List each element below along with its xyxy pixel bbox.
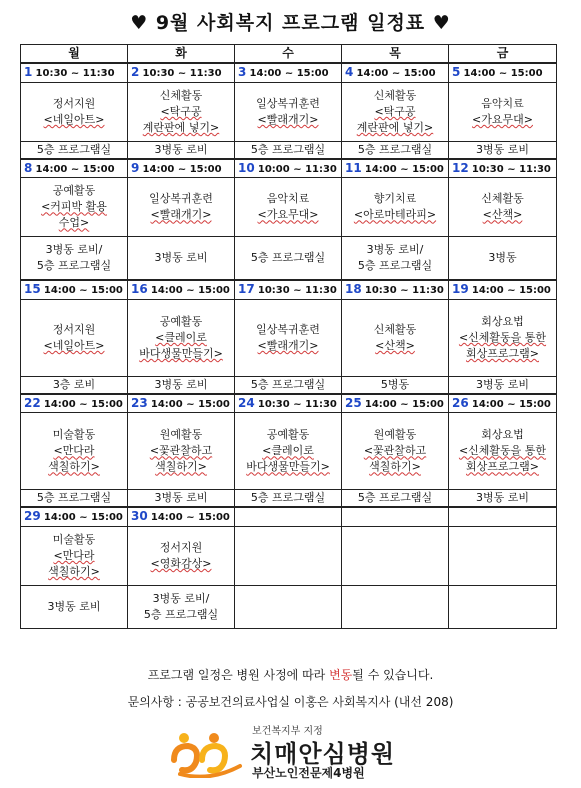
location-cell [235,141,342,159]
date-cell [235,63,342,82]
activity-cell [21,178,128,237]
logo-hospital-name: 부산노인전문제4병원 [252,766,365,780]
session-time: 14:00 ~ 15:00 [471,398,551,410]
date-cell [21,63,128,82]
activity-name: 일상복귀훈련 [256,96,320,110]
activity-cell [235,82,342,141]
location-cell [449,585,557,628]
date-row [21,63,557,82]
weekday-header: 월 [21,45,128,64]
date-cell [235,159,342,178]
date-cell [21,507,128,526]
activity-name: 공예활동 [266,428,310,442]
session-time: 10:30 ~ 11:30 [35,68,115,80]
activity-cell [128,413,235,490]
activity-detail: 색칠하기> [369,460,421,474]
activity-detail: <만다라 [53,444,95,458]
location-cell [449,490,557,508]
activity-name: 공예활동 [52,184,96,198]
location-text: 5층 프로그램실 [357,259,433,273]
session-time: 10:00 ~ 11:30 [257,163,337,175]
location-text: 3병동 로비/ [366,243,424,257]
location-text: 5층 프로그램실 [143,607,219,621]
activity-detail: <클레이로 [155,330,207,344]
activity-cell [128,178,235,237]
activity-detail: 회상프로그램> [466,346,539,360]
date-cell [449,63,557,82]
activity-row [21,413,557,490]
activity-detail: <꽃관찰하고 [149,444,213,458]
day-number: 8 [24,160,33,175]
location-cell [235,237,342,281]
session-time: 10:30 ~ 11:30 [364,285,444,297]
activity-cell [128,82,235,141]
activity-name: 미술활동 [52,532,96,546]
activity-detail: <영화감상> [150,556,212,570]
location-text: 5층 프로그램실 [250,377,326,391]
session-time: 14:00 ~ 15:00 [356,68,436,80]
day-number: 19 [452,282,469,297]
date-cell [128,280,235,299]
activity-name: 일상복귀훈련 [256,322,320,336]
location-row [21,376,557,394]
location-cell [21,585,128,628]
location-cell [235,585,342,628]
location-text: 3병동 로비 [476,142,529,156]
activity-detail: <신체활동을 통한 [458,444,547,458]
activity-cell [449,82,557,141]
date-row [21,507,557,526]
session-time: 14:00 ~ 15:00 [150,398,230,410]
activity-cell [235,526,342,585]
session-time: 14:00 ~ 15:00 [463,68,543,80]
activity-detail: <산책> [375,338,415,352]
schedule-table [20,44,557,629]
day-number: 25 [345,395,362,410]
date-cell [235,394,342,413]
activity-cell [342,299,449,376]
activity-detail: <꽃관찰하고 [363,444,427,458]
day-number: 26 [452,395,469,410]
date-cell [21,394,128,413]
date-cell [235,507,342,526]
session-time: 14:00 ~ 15:00 [249,68,329,80]
activity-cell [128,299,235,376]
day-number: 23 [131,395,148,410]
activity-name: 향기치료 [373,192,417,206]
location-text: 3층 로비 [52,377,96,391]
contact-note: 문의사항 : 공공보건의료사업실 이홍은 사회복지사 (내선 208) [127,695,454,709]
activity-name: 음악치료 [481,96,524,110]
location-text: 5층 프로그램실 [357,491,433,505]
date-cell [128,63,235,82]
location-cell [449,376,557,394]
logo-title: 치매안심병원 [250,740,396,768]
activity-detail: <산책> [482,208,523,222]
activity-detail: <빨래개기> [257,338,319,352]
activity-cell [342,526,449,585]
location-text: 3병동 로비 [47,599,101,613]
location-cell [342,141,449,159]
session-time: 14:00 ~ 15:00 [471,285,551,297]
activity-detail: <가요무대> [257,208,319,222]
activity-detail: <신체활동을 통한 [458,330,547,344]
note-highlight: 변동 [329,668,353,682]
session-time: 14:00 ~ 15:00 [150,285,230,297]
location-row [21,585,557,628]
day-number: 4 [345,65,354,80]
weekday-header: 화 [128,45,235,64]
weekday-header: 금 [449,45,557,64]
note-text-end: 될 수 있습니다. [352,668,434,682]
day-number: 2 [131,65,140,80]
day-number: 15 [24,282,41,297]
session-time: 14:00 ~ 15:00 [43,285,123,297]
activity-name: 정서지원 [52,322,96,336]
day-number: 5 [452,65,461,80]
day-number: 24 [238,395,255,410]
session-time: 10:30 ~ 11:30 [142,68,222,80]
hospital-logo [170,722,440,780]
activity-detail: <빨래개기> [150,208,212,222]
activity-cell [21,413,128,490]
location-text: 3병동 로비 [476,377,529,391]
day-number: 12 [452,160,469,175]
activity-cell [342,413,449,490]
day-number: 22 [24,395,41,410]
activity-name: 미술활동 [52,428,96,442]
logo-mark-icon [170,726,248,778]
location-text: 5층 프로그램실 [250,251,326,265]
day-number: 16 [131,282,148,297]
session-time: 10:30 ~ 11:30 [471,163,551,175]
location-text: 5층 프로그램실 [36,142,112,156]
activity-detail: 바다생물만들기> [139,346,223,360]
location-cell [235,490,342,508]
location-text: 3병동 로비 [154,251,208,265]
activity-cell [21,82,128,141]
day-number: 30 [131,509,148,524]
location-cell [449,141,557,159]
location-cell [21,237,128,281]
weekday-header-row [21,45,557,64]
activity-detail: 계란판에 넣기> [142,120,220,134]
activity-name: 음악치료 [266,192,310,206]
date-cell [128,159,235,178]
activity-detail: 색칠하기> [48,460,100,474]
day-number: 10 [238,160,255,175]
page-title: ♥ 9월 사회복지 프로그램 일정표 ♥ [130,12,451,34]
date-cell [342,63,449,82]
date-cell [21,159,128,178]
activity-detail: <클레이로 [262,444,314,458]
date-row [21,394,557,413]
date-cell [449,280,557,299]
activity-detail: <탁구공 [374,104,416,118]
activity-cell [21,526,128,585]
location-text: 3병동 [488,251,517,265]
location-row [21,141,557,159]
activity-name: 신체활동 [481,192,524,206]
activity-row [21,526,557,585]
activity-detail: 수업> [58,216,90,230]
date-cell [342,280,449,299]
activity-detail: <빨래개기> [257,112,319,126]
activity-row [21,178,557,237]
day-number: 18 [345,282,362,297]
activity-detail: <가요무대> [472,112,533,126]
date-cell [235,280,342,299]
session-time: 14:00 ~ 15:00 [35,163,115,175]
location-cell [128,141,235,159]
activity-name: 원예활동 [373,428,417,442]
date-cell [342,507,449,526]
date-cell [21,280,128,299]
schedule-change-note [0,666,581,683]
activity-cell [342,82,449,141]
activity-detail: <탁구공 [160,104,202,118]
session-time: 14:00 ~ 15:00 [142,163,222,175]
day-number: 29 [24,509,41,524]
location-text: 3병동 로비 [154,491,208,505]
activity-name: 일상복귀훈련 [149,192,213,206]
activity-detail: 회상프로그램> [466,460,539,474]
day-number: 11 [345,160,362,175]
activity-cell [235,178,342,237]
location-text: 3병동 로비 [154,377,208,391]
activity-cell [342,178,449,237]
activity-detail: 계란판에 넣기> [356,120,434,134]
activity-cell [449,526,557,585]
date-row [21,159,557,178]
date-cell [342,159,449,178]
location-text: 3병동 로비 [154,142,208,156]
location-cell [21,141,128,159]
date-cell [342,394,449,413]
activity-cell [128,526,235,585]
location-cell [128,490,235,508]
date-cell [449,507,557,526]
activity-cell [21,299,128,376]
day-number: 1 [24,65,33,80]
activity-cell [449,178,557,237]
location-cell [342,376,449,394]
session-time: 14:00 ~ 15:00 [364,398,444,410]
activity-cell [235,413,342,490]
location-cell [21,376,128,394]
activity-name: 신체활동 [159,88,203,102]
day-number: 17 [238,282,255,297]
activity-name: 정서지원 [52,96,96,110]
activity-cell [235,299,342,376]
location-text: 3병동 로비/ [152,591,210,605]
activity-name: 회상요법 [481,314,524,328]
day-number: 3 [238,65,247,80]
location-cell [342,585,449,628]
activity-detail: <네일아트> [43,338,105,352]
activity-name: 신체활동 [373,322,417,336]
date-cell [128,394,235,413]
location-cell [128,237,235,281]
location-text: 5병동 [380,377,410,391]
activity-detail: 색칠하기> [48,564,100,578]
location-row [21,237,557,281]
session-time: 10:30 ~ 11:30 [257,398,337,410]
location-cell [342,490,449,508]
location-cell [128,376,235,394]
activity-detail: <만다라 [53,548,95,562]
date-cell [128,507,235,526]
location-text: 3병동 로비/ [45,243,103,257]
activity-detail: 바다생물만들기> [246,460,330,474]
day-number: 9 [131,160,140,175]
activity-detail: <아로마테라피> [353,208,437,222]
session-time: 14:00 ~ 15:00 [43,512,123,524]
location-cell [128,585,235,628]
location-text: 5층 프로그램실 [357,142,433,156]
session-time: 14:00 ~ 15:00 [364,163,444,175]
session-time: 14:00 ~ 15:00 [43,398,123,410]
weekday-header: 수 [235,45,342,64]
location-row [21,490,557,508]
session-time: 10:30 ~ 11:30 [257,285,337,297]
location-cell [449,237,557,281]
activity-detail: <커피박 활용 [41,200,107,214]
date-cell [449,394,557,413]
activity-name: 원예활동 [159,428,203,442]
activity-name: 공예활동 [159,314,203,328]
location-cell [235,376,342,394]
activity-row [21,82,557,141]
activity-name: 정서지원 [159,540,203,554]
date-row [21,280,557,299]
activity-detail: 색칠하기> [155,460,207,474]
activity-name: 회상요법 [481,428,524,442]
activity-cell [449,413,557,490]
location-cell [342,237,449,281]
activity-name: 신체활동 [373,88,417,102]
activity-row [21,299,557,376]
location-text: 5층 프로그램실 [36,491,112,505]
activity-cell [449,299,557,376]
weekday-header: 목 [342,45,449,64]
date-cell [449,159,557,178]
location-cell [21,490,128,508]
note-text: 프로그램 일정은 병원 사정에 따라 [147,668,330,682]
activity-detail: <네일아트> [43,112,105,126]
location-text: 5층 프로그램실 [36,259,112,273]
location-text: 5층 프로그램실 [250,491,326,505]
location-text: 5층 프로그램실 [250,142,326,156]
session-time: 14:00 ~ 15:00 [150,512,230,524]
location-text: 3병동 로비 [476,491,529,505]
logo-subtitle: 보건복지부 지정 [252,726,323,737]
